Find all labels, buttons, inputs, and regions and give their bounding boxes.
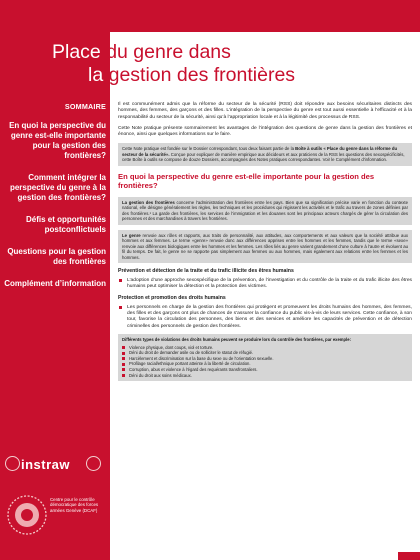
toc-heading: SOMMAIRE <box>64 102 106 111</box>
bullet-square-icon <box>119 306 122 309</box>
toc-item-questions[interactable]: Questions pour la gestion des frontières <box>7 247 106 266</box>
top-red-band <box>0 0 420 32</box>
definition-box-gender <box>118 230 412 264</box>
title-word-white: Place <box>52 41 101 63</box>
definition-term: Le genre <box>122 232 141 238</box>
violation-text: Déni du droit aux soins médicaux. <box>129 372 192 378</box>
table-of-contents <box>0 102 106 301</box>
title-word-red: du genre dans <box>100 41 231 63</box>
violation-text: Violence physique, dont coups, viol et torture. <box>129 344 214 350</box>
definition-text: renvoie aux rôles et rapports, aux traits de personnalité, aux attitudes, aux comportements et aux valeurs que la société attribue aux hommes et aux femmes. Le terme «genre» renvoie donc aux différences apprises entre les hommes et les femmes, tandis que le terme «sexe» renvoie aux différences biologiques entre les hommes et les femmes. Les rôles liés au genre varient grandement d’une culture à l’autre et évoluent au fil du temps. De fait, le genre ne se rapporte pas simplement aux femmes ou aux hommes, mais également aux relations entre les femmes et les hommes. <box>122 232 408 260</box>
violation-text: Déni du droit de demander asile ou de solliciter le statut de réfugié. <box>129 350 254 356</box>
definition-box-border-management <box>118 197 412 225</box>
instraw-logo <box>4 452 106 484</box>
toc-item-further-info[interactable]: Complément d’information <box>4 279 106 288</box>
bullet-text: L’adoption d’une approche sexospécifique de la prévention, de l’investigation et du contrôle de la traite et du trafic illicite des êtres humains peut optimiser la détection et la protection des victimes. <box>127 277 412 289</box>
bullet-item <box>118 278 412 291</box>
subheading-trafficking: Prévention et détection de la traite et du trafic illicite des êtres humains <box>118 268 294 275</box>
toolkit-note-box <box>118 143 412 165</box>
toc-item-importance[interactable]: En quoi la perspective du genre est-elle importante pour la gestion des frontières? <box>9 121 106 160</box>
main-content <box>118 102 412 381</box>
violations-box <box>118 334 412 381</box>
bullet-item <box>118 305 412 330</box>
page-title-line-1 <box>52 41 231 63</box>
intro-paragraph-2: Cette Note pratique présente sommairement les avantages de l’intégration des questions de genre dans la gestion des frontières et énonce, ainsi que quelques informations sur le faire. <box>118 125 412 138</box>
intro-paragraph: Il est communément admis que la réforme du secteur de la sécurité (RSS) doit répondre aux besoins sécuritaires distincts des hommes, des femmes, des garçons et des filles. L’intégration de la perspective du genre est tout aussi essentielle à l’efficacité et à la responsabilité du secteur de la sécurité, ainsi qu’à l’appropriation locale et à la légitimité des processus de RSS. <box>118 102 412 120</box>
dcaf-logo-icon <box>6 494 48 536</box>
title-word-red: gestion des frontières <box>103 64 296 86</box>
toc-item-integration[interactable]: Comment intégrer la perspective du genre à la gestion des frontières? <box>9 173 106 202</box>
subheading-human-rights: Protection et promotion des droits humains <box>118 295 226 302</box>
note-text-bold: Boîte à outils « Place du genre dans la réforme du secteur de la sécurité». <box>122 146 398 157</box>
bullet-square-icon <box>122 374 125 377</box>
title-word-white: la <box>88 64 104 86</box>
violation-text: Corruption, abus et violence à l’égard des requérants transfrontaliers. <box>129 366 258 372</box>
violations-box-heading: Différents types de violations des droits humains peuvent se produire lors du contrôle des frontières, par exemple: <box>122 336 351 342</box>
bullet-square-icon <box>122 363 125 366</box>
violation-text: Harcèlement et discrimination sur la base du sexe ou de l’orientation sexuelle. <box>129 355 274 361</box>
bullet-text: Les personnels en charge de la gestion des frontières qui protègent et promeuvent les droits humains des hommes, des femmes, des filles et des garçons ont plus de chances de s’assurer la confiance du public vis-à-vis de leurs services. Cette confiance, à son tour, favorise la circulation des personnes, des biens et des services et améliore les capacités de prévention et de détection criminelles des personnels de gestion des frontières. <box>127 304 412 329</box>
dcaf-caption: Centre pour le contrôle démocratique des forces armées Genève (DCAF) <box>50 497 99 513</box>
definition-term: La gestion des frontières <box>122 199 175 205</box>
note-text-pre: Cette Note pratique est fondée sur le Dossier correspondant, tous deux faisant partie de la <box>122 146 296 152</box>
violation-text: Profilage racial/ethnique portant atteinte à la liberté de circulation. <box>129 361 251 367</box>
instraw-seal-icon <box>86 456 101 471</box>
bullet-square-icon <box>122 346 125 349</box>
bullet-square-icon <box>122 368 125 371</box>
violation-item <box>122 373 408 379</box>
bullet-square-icon <box>119 279 122 282</box>
corner-tab <box>398 552 420 560</box>
instraw-logo-text: instraw <box>21 457 71 472</box>
bullet-square-icon <box>122 352 125 355</box>
un-seal-icon <box>5 456 20 471</box>
definition-text: concerne l’administration des frontières entre les pays. Bien que sa signification précise varie en fonction du contexte national, elle désigne généralement les règles, les techniques et les procédures qui régissent les activités et le trafic au travers de zones définies par des frontières.¹ La garde des frontières, les services de l’immigration et les douanes sont les principaux acteurs chargés de gérer la circulation des personnes et des marchandises à travers les frontières. <box>122 199 408 222</box>
section-heading: En quoi la perspective du genre est-elle importante pour la gestion des frontières? <box>118 171 375 190</box>
toc-item-challenges[interactable]: Défis et opportunités postconflictuels <box>25 215 106 234</box>
note-text-post: Conçue pour expliquer de manière empirique aux décideurs et aux praticiens de la RSS les questions des sexospécificités, cette Boîte à outils se compose de douze Dossiers, accompagnés des Notes pratiques correspondantes. Voir le Complément d’information. <box>122 151 405 163</box>
instraw-logo-badge <box>4 452 104 478</box>
page-title-line-2 <box>88 64 295 86</box>
bullet-square-icon <box>122 357 125 360</box>
